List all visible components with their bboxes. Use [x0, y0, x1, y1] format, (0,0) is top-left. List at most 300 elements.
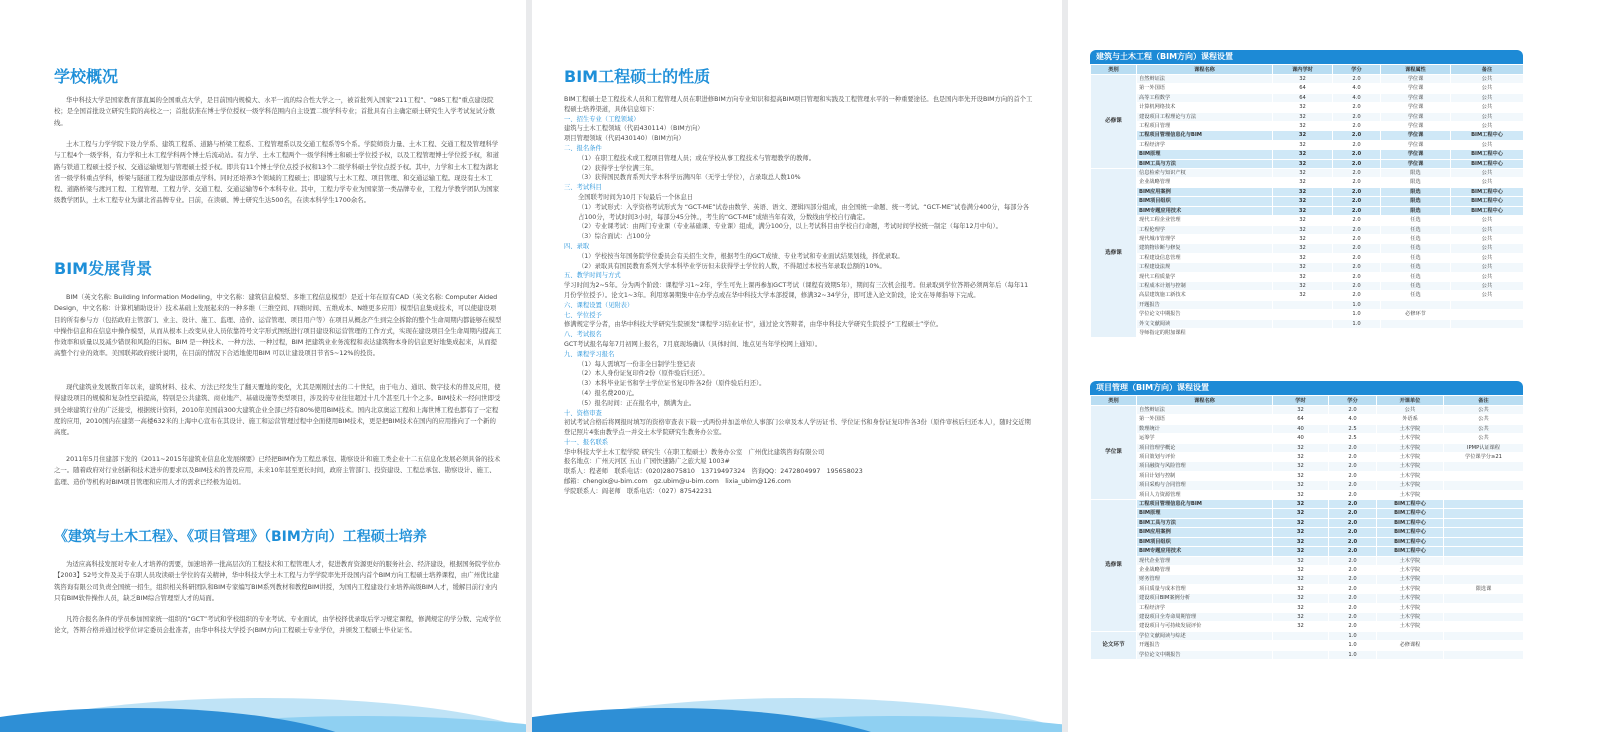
section-heading: 八、考试报名 — [564, 331, 602, 339]
table-cell: 2.0 — [1329, 462, 1377, 471]
course-name-cell: 学位论文中期报告 — [1137, 650, 1273, 659]
table-cell: 土木学院 — [1377, 603, 1444, 612]
page-school-overview — [0, 0, 526, 732]
table-cell: 土木学院 — [1377, 481, 1444, 490]
section-heading: 五、教学时间与方式 — [564, 272, 621, 280]
course-name-cell: BIM项目组织 — [1137, 197, 1273, 206]
table-cell: 任选 — [1381, 272, 1451, 281]
section-heading: 三、考试科目 — [564, 184, 602, 192]
table-cell: 2.0 — [1333, 178, 1381, 187]
table-row — [1091, 319, 1524, 328]
title-program: 《建筑与土木工程》、《项目管理》（BIM方向）工程硕士培养 — [54, 529, 427, 545]
table-cell: 必修课程 — [1377, 641, 1444, 650]
table-cell: 2.0 — [1333, 122, 1381, 131]
table-cell: 32 — [1273, 216, 1333, 225]
table-cell: 任选 — [1381, 244, 1451, 253]
table-cell: 32 — [1273, 453, 1329, 462]
table-cell: 公共 — [1451, 122, 1524, 131]
table-row — [1091, 263, 1524, 272]
bim-paragraph-1: BIM（英文名称: Building Information Modeling，中文名称：建筑信息模型、多维工程信息模型）是近十年在原有CAD（英文名称: Computer Aided Design，中文名称：计算机辅助设计）技术基础上发展起来的一种多维（三维空间、四维时间、五维成本、N维更多应用）模型信息集成技术，可以使建设项目的所有参与方（包括政府主管部门、业主、设计、施工、监理、造价、运营管理、项目用户等）在项目从概念产生到完全拆除的整个生命周期内都能够在模型中操作信息和在信息中操作模型，从而从根本上改变从业人员依靠符号文字形式图纸进行项目建设和运营管理的工作方式，实现在建设项目全生命周期内提高工作效率和质量以及减少错误和风险的目标。BIM 是一种技术、一种方法、一种过程，BIM 把建筑业业务流程和表达建筑物本身的信息更好地集成起来，从而提高整个行业的效率。美国联邦政府统计说明，在目前的情况下合适地使用BIM 可以让建设项目节省5~12%的投资。 — [54, 293, 502, 358]
table-cell: 2.0 — [1329, 490, 1377, 499]
column-header: 课程名称 — [1137, 396, 1273, 406]
text-line: BIM工程硕士是工程技术人员和工程管理人员在职进修BIM方向专业知识和提高BIM项目管理和实践及工程管理水平的一种重要途径。也是国内率先开设BIM方向的首个工程硕士培养渠道，具体信息如下： — [564, 96, 1033, 113]
table-cell: 32 — [1273, 471, 1329, 480]
table-cell — [1273, 328, 1333, 337]
course-name-cell: 工程项目管理 — [1137, 122, 1273, 131]
table-cell: 公共 — [1451, 225, 1524, 234]
table-row — [1091, 159, 1524, 168]
table-civil — [1090, 64, 1524, 338]
text-line: （3）本科毕业证书和学士学位证书复印件各2份（原件验后归还）。 — [578, 380, 766, 388]
table-cell: 32 — [1273, 556, 1329, 565]
table-cell: 32 — [1273, 291, 1333, 300]
table-cell: 1.0 — [1333, 319, 1381, 328]
table-cell: 32 — [1273, 584, 1329, 593]
table-cell: 公共 — [1451, 140, 1524, 149]
table-cell: 2.0 — [1329, 556, 1377, 565]
table-cell: 学位课学分≥21 — [1444, 453, 1524, 462]
overview-paragraph-2: 土木工程与力学学院下设力学系、建筑工程系、道路与桥梁工程系、工程管理系以及交通工程系等5个系。学院师资力量、土木工程、交通工程及管理科学与工程4个一级学科，有力学和土木工程学科两个博士后流动站。有力学、土木工程两个一级学科博士和硕士学位授予权，以及工程管理博士学位授予权，和道路与铁道工程硕士授予权、交通运输规划与管理硕士授予权。即共有11个博士学位点授予权和13个二级学科硕士学位点授予权。其中，力学和土木工程为湖北省一级学科重点学科，桥梁与隧道工程为建设部重点学科。同时还培养3个领域的工程硕士；即建筑与土木工程、项目管理、和交通运输工程。现设有土木工程、道路桥梁与渡河工程、工程管理、工程力学、交通工程、交通运输等6个本科专业。其中，工程力学专业为国家第一类品牌专业，工程力学教学团队为国家级教学团队，土木工程专业为湖北省品牌专业。目前，在读硕、博士研究生达500名，在读本科学生1700余名。 — [54, 140, 500, 205]
table-cell: 土木学院 — [1377, 424, 1444, 433]
text-line: 学院联系人：阎老师 联系电话：（027）87542231 — [564, 487, 712, 495]
table-cell — [1444, 650, 1524, 659]
table-cell: 32 — [1273, 206, 1333, 215]
course-name-cell: 学位文献阅读与综述 — [1137, 631, 1273, 640]
table-cell: 限选 — [1381, 169, 1451, 178]
course-name-cell: BIM专题应用技术 — [1137, 547, 1273, 556]
table-cell: 2.0 — [1333, 131, 1381, 140]
table-cell: 32 — [1273, 612, 1329, 621]
table-cell: 任选 — [1381, 291, 1451, 300]
table-row — [1091, 150, 1524, 159]
table-cell: 2.0 — [1333, 103, 1381, 112]
table-cell: BIM工程中心 — [1377, 509, 1444, 518]
table-row — [1091, 462, 1524, 471]
table-cell: 2.0 — [1329, 509, 1377, 518]
text-line: 修满规定学分者，由华中科技大学研究生院颁发“课程学习结业证书”，通过论文答辩者，由华中科技大学研究生院授予“工程硕士”学位。 — [564, 321, 943, 329]
course-name-cell: 建设项目全寿命周期管理 — [1137, 612, 1273, 621]
table-cell: 32 — [1273, 443, 1329, 452]
program-paragraph-2: 凡符合报名条件的学员参加国家统一组织的“GCT”考试和学校组织的专业考试、专业面试，由学校择优录取后学习规定课程，修满规定的学分数、完成学位论文，答辩合格并通过校学位评定委员会批准者，由华中科技大学授予(BIM方向)工程硕士专业学位，并颁发工程硕士毕业证书。 — [54, 615, 502, 635]
table-cell — [1451, 300, 1524, 309]
table-cell: BIM工程中心 — [1377, 547, 1444, 556]
section-heading: 七、学位授予 — [564, 311, 602, 319]
bim-paragraph-3: 2011年5月住建部下发的《2011~2015年建筑业信息化发展纲要》已经把BIM作为工程总承包、勘察设计和施工类企业十二五信息化发展必须具备的技术之一。随着政府对行业创新和技术进步的要求以及BIM技术的普及应用，未来10年甚至更长时间，政府主管部门、投资建设、工程总承包、勘察设计、施工、监理、造价等机构对BIM项目管理和应用人才的需求已经极为迫切。 — [54, 455, 501, 486]
table-row — [1091, 187, 1524, 196]
course-name-cell: 运筹学 — [1137, 434, 1273, 443]
table-cell: 土木学院 — [1377, 575, 1444, 584]
table-cell: 外语系 — [1377, 415, 1444, 424]
table-cell: 土木学院 — [1377, 462, 1444, 471]
course-name-cell: 建筑物诊断与修复 — [1137, 244, 1273, 253]
table-cell: 2.0 — [1329, 612, 1377, 621]
table-cell: 32 — [1273, 594, 1329, 603]
course-name-cell: BIM原理 — [1137, 150, 1273, 159]
table-row — [1091, 453, 1524, 462]
table-row — [1091, 272, 1524, 281]
course-name-cell: 工程经济学 — [1137, 140, 1273, 149]
table-cell: 2.0 — [1329, 443, 1377, 452]
column-header: 学时 — [1273, 396, 1329, 406]
table-cell: 限选 — [1381, 206, 1451, 215]
table-cell: 32 — [1273, 178, 1333, 187]
table-cell: 32 — [1273, 575, 1329, 584]
nature-column — [564, 64, 1034, 497]
table-row — [1091, 641, 1524, 650]
table-row — [1091, 112, 1524, 121]
page-bim-degree-nature — [532, 0, 1062, 732]
table-cell — [1444, 537, 1524, 546]
table-cell: 2.0 — [1333, 216, 1381, 225]
course-name-cell: 信息检索与知识产权 — [1137, 169, 1273, 178]
course-name-cell: BIM工具与方法 — [1137, 159, 1273, 168]
table-cell: 2.0 — [1333, 150, 1381, 159]
table-cell: 公共 — [1451, 234, 1524, 243]
table-cell: 土木学院 — [1377, 556, 1444, 565]
table-cell — [1444, 481, 1524, 490]
table-cell: 32 — [1273, 603, 1329, 612]
table-row — [1091, 216, 1524, 225]
table-cell: 2.0 — [1333, 112, 1381, 121]
table-cell: 32 — [1273, 272, 1333, 281]
table-row — [1091, 253, 1524, 262]
text-line: （3）获得国民教育系列大学本科学历满四年（无学士学位），占录取总人数10% — [578, 174, 801, 182]
table-row — [1091, 93, 1524, 102]
table-cell — [1377, 631, 1444, 640]
table-cell — [1444, 490, 1524, 499]
table-title-civil: 建筑与土木工程（BIM方向）课程设置 — [1090, 50, 1523, 64]
table-cell: 32 — [1273, 75, 1333, 84]
title-school-overview: 学校概况 — [54, 67, 119, 86]
table-cell: 公共 — [1451, 216, 1524, 225]
table-cell: 2.0 — [1333, 272, 1381, 281]
table-cell: 任选 — [1381, 225, 1451, 234]
course-name-cell: 工程建设法规 — [1137, 263, 1273, 272]
table-cell: 32 — [1273, 159, 1333, 168]
program-paragraph-1: 为适应高科技发展对专业人才培养的需要，加速培养一批高层次的工程技术和工程管理人才，促进教育资源更好的服务社会、经济建设，根据国务院学位办【2003】52号文件及关于在职人员攻读硕士学位的有关精神，华中科技大学土木工程与力学学院率先开设国内首个BIM方向工程硕士培养课程，由广州优比建筑咨询有限公司负责全国统一招生，组织相关科研团队和BIM专家编写BIM系列教材和教程BIM讲授，为国内工程建设行业培养高级BIM人才，缓解目前行业内只有BIM软件操作人员，缺乏BIM综合管理型人才的局面。 — [54, 560, 501, 602]
section-heading: 二、报名条件 — [564, 144, 602, 152]
table-cell: 32 — [1273, 131, 1333, 140]
table-cell: 任选 — [1381, 234, 1451, 243]
table-cell: 公共 — [1377, 406, 1444, 415]
text-line: 初试考试合格后将网报时填写的资格审查表下载一式两份并加盖单位人事部门公章及本人学历证书、学位证书和身份证复印件各3份（原件审核后归还本人），随时交近期登记照片4张由教学点一并交土木学院研究生教务办公室。 — [564, 419, 1031, 437]
table-row — [1091, 471, 1524, 480]
table-cell: 限选 — [1381, 197, 1451, 206]
text-line: 全国联考时间为10月下旬最后一个休息日 — [578, 193, 694, 201]
table-cell: 2.0 — [1329, 575, 1377, 584]
table-cell: BIM工程中心 — [1377, 518, 1444, 527]
table-row — [1091, 103, 1524, 112]
table-cell — [1273, 319, 1333, 328]
table-cell — [1451, 319, 1524, 328]
table-cell — [1451, 310, 1524, 319]
table-cell: 2.0 — [1329, 565, 1377, 574]
text-line: 报名地点：广州天河区 五山 广园快速路广之旅大厦 1003# — [564, 458, 730, 466]
table-cell: 公共 — [1451, 75, 1524, 84]
table-row — [1091, 650, 1524, 659]
table-cell: BIM工程中心 — [1377, 528, 1444, 537]
table-row — [1091, 310, 1524, 319]
table-header-row — [1091, 65, 1524, 75]
course-name-cell: 建设项目与可持续发展评价 — [1137, 622, 1273, 631]
course-name-cell: 建设项目工程理论与方法 — [1137, 112, 1273, 121]
table-cell: 土木学院 — [1377, 453, 1444, 462]
table-cell: 限选 — [1381, 187, 1451, 196]
table-cell: 4.0 — [1329, 415, 1377, 424]
table-cell: 2.0 — [1329, 528, 1377, 537]
table-row — [1091, 178, 1524, 187]
table-row — [1091, 434, 1524, 443]
table-cell: 土木学院 — [1377, 612, 1444, 621]
table-row — [1091, 594, 1524, 603]
course-name-cell: BIM项目组织 — [1137, 537, 1273, 546]
course-name-cell: 学位论文中期报告 — [1137, 310, 1273, 319]
text-line: 华中科技大学土木工程学院 研究生（在职工程硕士）教务办公室 广州优比建筑咨询有限公司 — [564, 448, 825, 456]
table-cell: 32 — [1273, 197, 1333, 206]
table-cell: 2.0 — [1333, 187, 1381, 196]
text-line: 项目管理领域（代码430140）（BIM方向） — [564, 135, 685, 143]
table-cell: 64 — [1273, 93, 1333, 102]
table-cell: 32 — [1273, 112, 1333, 121]
text-line: 联系人：程老师 联系电话：(020)28075810 13719497324 咨询QQ：2472804997 195658023 — [564, 468, 863, 476]
table-cell: 公共 — [1451, 244, 1524, 253]
section-heading: 四、录取 — [564, 242, 590, 250]
column-header: 课程名称 — [1137, 65, 1273, 75]
table-cell: BIM工程中心 — [1451, 159, 1524, 168]
table-cell: 2.0 — [1329, 622, 1377, 631]
table-cell: 32 — [1273, 234, 1333, 243]
table-cell: BIM工程中心 — [1451, 187, 1524, 196]
table-cell: 公共 — [1451, 84, 1524, 93]
table-title-project: 项目管理（BIM方向）课程设置 — [1090, 381, 1523, 395]
table-cell: 2.0 — [1333, 225, 1381, 234]
table-cell: 32 — [1273, 509, 1329, 518]
table-cell: 土木学院 — [1377, 584, 1444, 593]
course-name-cell: 项目管理学概论 — [1137, 443, 1273, 452]
table-row — [1091, 556, 1524, 565]
section-heading: 一、招生专业（工程领域） — [564, 115, 640, 123]
course-name-cell: 高层建筑施工新技术 — [1137, 291, 1273, 300]
course-name-cell: 数理统计 — [1137, 424, 1273, 433]
table-cell: 2.0 — [1329, 603, 1377, 612]
table-project — [1090, 395, 1524, 660]
text-line: （2）本人身份证复印件2份（原件验后归还）。 — [578, 370, 709, 378]
table-header-row — [1091, 396, 1524, 406]
text-line: （2）录取具有国民教育系列大学本科毕业学历但未获得学士学位的人数，不得超过本校当年录取总额的10%。 — [578, 262, 886, 270]
table-row — [1091, 122, 1524, 131]
table-cell: 2.0 — [1329, 471, 1377, 480]
table-cell — [1444, 612, 1524, 621]
table-cell — [1273, 641, 1329, 650]
course-table-project — [1090, 381, 1523, 660]
table-cell: 公共 — [1451, 112, 1524, 121]
table-cell — [1273, 631, 1329, 640]
table-cell — [1444, 631, 1524, 640]
course-name-cell: 现代工程企业管理 — [1137, 216, 1273, 225]
table-cell: 32 — [1273, 103, 1333, 112]
table-row — [1091, 415, 1524, 424]
table-cell: 公共 — [1451, 291, 1524, 300]
table-cell: 2.0 — [1329, 500, 1377, 509]
table-row — [1091, 84, 1524, 93]
text-line: （5）报名时间：正在报名中，额满为止。 — [578, 399, 696, 407]
category-cell: 必修课 — [1091, 75, 1137, 169]
table-cell: 2.0 — [1333, 244, 1381, 253]
table-cell: 2.5 — [1329, 434, 1377, 443]
table-cell: 32 — [1273, 622, 1329, 631]
course-name-cell: 项目采购与合同管理 — [1137, 481, 1273, 490]
course-name-cell: 项目质量与成本管理 — [1137, 584, 1273, 593]
table-row — [1091, 509, 1524, 518]
table-cell: 2.0 — [1333, 253, 1381, 262]
table-cell: 限选课 — [1444, 584, 1524, 593]
table-row — [1091, 612, 1524, 621]
course-name-cell: 工程经济学 — [1137, 603, 1273, 612]
course-name-cell: BIM应用案例 — [1137, 528, 1273, 537]
table-cell: 2.0 — [1333, 234, 1381, 243]
course-name-cell: 企业战略管理 — [1137, 178, 1273, 187]
table-row — [1091, 603, 1524, 612]
course-name-cell: 企业战略管理 — [1137, 565, 1273, 574]
column-header: 类别 — [1091, 65, 1137, 75]
table-cell: 公共 — [1444, 424, 1524, 433]
table-cell: 学位课 — [1381, 122, 1451, 131]
table-cell: BIM工程中心 — [1377, 500, 1444, 509]
table-cell: 32 — [1273, 225, 1333, 234]
course-name-cell: 现代工程质量学 — [1137, 272, 1273, 281]
table-cell: 32 — [1273, 244, 1333, 253]
table-row — [1091, 75, 1524, 84]
table-cell: 土木学院 — [1377, 490, 1444, 499]
text-line: （4）报名费200元。 — [578, 389, 639, 397]
table-cell: 任选 — [1381, 281, 1451, 290]
table-row — [1091, 443, 1524, 452]
table-cell: 2.0 — [1333, 206, 1381, 215]
table-cell: 土木学院 — [1377, 565, 1444, 574]
course-name-cell: 开题报告 — [1137, 300, 1273, 309]
table-cell: 2.0 — [1329, 547, 1377, 556]
course-name-cell: 项目融资与风险管理 — [1137, 462, 1273, 471]
category-cell: 学位课 — [1091, 406, 1137, 500]
table-cell: 2.5 — [1329, 424, 1377, 433]
text-line: 邮箱：chengix@u-bim.com gz.ubim@u-bim.com lixia_ubim@126.com — [564, 478, 791, 486]
section-heading: 六、课程设置（见附表） — [564, 301, 634, 309]
table-cell: 学位课 — [1381, 159, 1451, 168]
table-row — [1091, 206, 1524, 215]
table-cell — [1444, 556, 1524, 565]
table-cell: 土木学院 — [1377, 443, 1444, 452]
course-name-cell: 项目人力资源管理 — [1137, 490, 1273, 499]
table-cell: 32 — [1273, 263, 1333, 272]
table-cell: 1.0 — [1333, 310, 1381, 319]
section-heading: 九、课程学习报名 — [564, 350, 615, 358]
course-name-cell: BIM专题应用技术 — [1137, 206, 1273, 215]
table-row — [1091, 291, 1524, 300]
course-name-cell: 工程项目管理信息化与BIM — [1137, 500, 1273, 509]
course-name-cell: 项目计划与控制 — [1137, 471, 1273, 480]
table-cell: 公共 — [1451, 253, 1524, 262]
text-line: （3）综合面试：占100分 — [578, 233, 651, 241]
table-cell: 4.0 — [1333, 93, 1381, 102]
table-row — [1091, 547, 1524, 556]
table-cell: 32 — [1273, 481, 1329, 490]
table-cell: 2.0 — [1329, 481, 1377, 490]
table-row — [1091, 575, 1524, 584]
table-cell: 1.0 — [1329, 641, 1377, 650]
table-cell: 公共 — [1451, 93, 1524, 102]
table-row — [1091, 537, 1524, 546]
table-cell: BIM工程中心 — [1451, 197, 1524, 206]
table-row — [1091, 225, 1524, 234]
table-cell — [1333, 328, 1381, 337]
table-cell: 必修环节 — [1381, 310, 1451, 319]
table-cell: 2.0 — [1333, 263, 1381, 272]
overview-paragraph-1: 华中科技大学是国家教育部直属的全国重点大学，是目前国内规模大、水平一流的综合性大学之一，被首批列入国家“211工程”、“985工程”重点建设院校；是全国首批设立研究生院的高校之一；首批获准在博士学位授权一级学科范围内自主设置二级学科专业；首批具有自主确定硕士研究生入学考试复试分数线。 — [54, 96, 495, 127]
table-cell: 公共 — [1451, 169, 1524, 178]
course-name-cell: 第一外国语 — [1137, 415, 1273, 424]
section-heading: 十一、报名联系 — [564, 438, 609, 446]
table-cell — [1381, 328, 1451, 337]
text-line: （2）专业课考试：由两门专业课（专业基础课、专业课）组成，满分100分，以上考试科目由学校自行命题，考试时间学校统一制定（每年12月中旬）。 — [578, 223, 1002, 231]
table-row — [1091, 169, 1524, 178]
course-name-cell: 项目策划与评价 — [1137, 453, 1273, 462]
course-name-cell: 外文文献阅读 — [1137, 319, 1273, 328]
table-cell: 公共 — [1451, 263, 1524, 272]
table-cell: 2.0 — [1333, 291, 1381, 300]
table-cell: 土木学院 — [1377, 471, 1444, 480]
course-name-cell: 计算机网络技术 — [1137, 103, 1273, 112]
table-cell: BIM工程中心 — [1451, 206, 1524, 215]
text-line: GCT考试报名每年7月初网上报名，7月底现场确认（具体时间、地点见当年学校网上通知）。 — [564, 340, 822, 348]
table-cell: 4.0 — [1333, 84, 1381, 93]
table-cell: 40 — [1273, 434, 1329, 443]
table-cell: 2.0 — [1329, 453, 1377, 462]
column-header: 备注 — [1444, 396, 1524, 406]
bim-paragraph-2: 现代建筑业发展数百年以来，建筑材料、技术、方法已经发生了翻天覆地的变化，尤其是刚刚过去的二十世纪，由于电力、通讯、数字技术的普及应用，使得建设项目的规模和复杂性空前提高，特别是公共建筑、商业地产、基础设施等类型项目，涉及的专业往往超过十几个甚至几十个之多。BIM技术一经问世即受到全球建筑行业的广泛接受，根据统计资料，2010年美国前300大建筑企业全部已经有80%使用BIM技术。国内北京奥运工程和上海世博工程也都有了一定程度的应用，2010国内在建第一高楼632米的上海中心宣布在其设计、施工和运营管理过程中全面使用BIM技术，更是把BIM技术在国内的应用推向了一个新的高度。 — [54, 383, 501, 437]
table-cell: 任选 — [1381, 263, 1451, 272]
text-line: （1）考试形式：入学资格考试形式为 “GCT-ME”试卷由数学、英语、语文、逻辑四部分组成，由全国统一命题、统一考试。“GCT-ME”试卷满分400分，每部分各占100分，考试时间3小时，每部分45分钟。，考生的“GCT-ME”成绩当年有效，分数线由学校自行确定。 — [578, 203, 1030, 221]
table-cell — [1444, 462, 1524, 471]
course-name-cell: 高等工程数学 — [1137, 93, 1273, 102]
table-row — [1091, 300, 1524, 309]
nature-lines — [564, 95, 1034, 497]
table-cell: 32 — [1273, 253, 1333, 262]
course-name-cell: BIM工具与方法 — [1137, 518, 1273, 527]
table-cell: 学位课 — [1381, 103, 1451, 112]
table-cell — [1444, 547, 1524, 556]
table-row — [1091, 500, 1524, 509]
table-cell: 2.0 — [1333, 169, 1381, 178]
table-cell: 32 — [1273, 500, 1329, 509]
table-cell: 2.0 — [1333, 75, 1381, 84]
table-cell: 40 — [1273, 424, 1329, 433]
table-cell: BIM工程中心 — [1377, 537, 1444, 546]
table-cell: 32 — [1273, 462, 1329, 471]
table-row — [1091, 328, 1524, 337]
table-cell: 1.0 — [1329, 650, 1377, 659]
table-cell — [1451, 328, 1524, 337]
text-line: （2）获得学士学位满三年。 — [578, 164, 658, 172]
table-cell — [1444, 509, 1524, 518]
course-name-cell: 工程伦理学 — [1137, 225, 1273, 234]
table-cell: 1.0 — [1333, 300, 1381, 309]
category-cell: 选修课 — [1091, 500, 1137, 632]
course-name-cell: 建设项目BIM案例分析 — [1137, 594, 1273, 603]
course-name-cell: 现代城市管理学 — [1137, 234, 1273, 243]
table-cell: 2.0 — [1329, 406, 1377, 415]
table-cell: 学位课 — [1381, 75, 1451, 84]
table-row — [1091, 584, 1524, 593]
